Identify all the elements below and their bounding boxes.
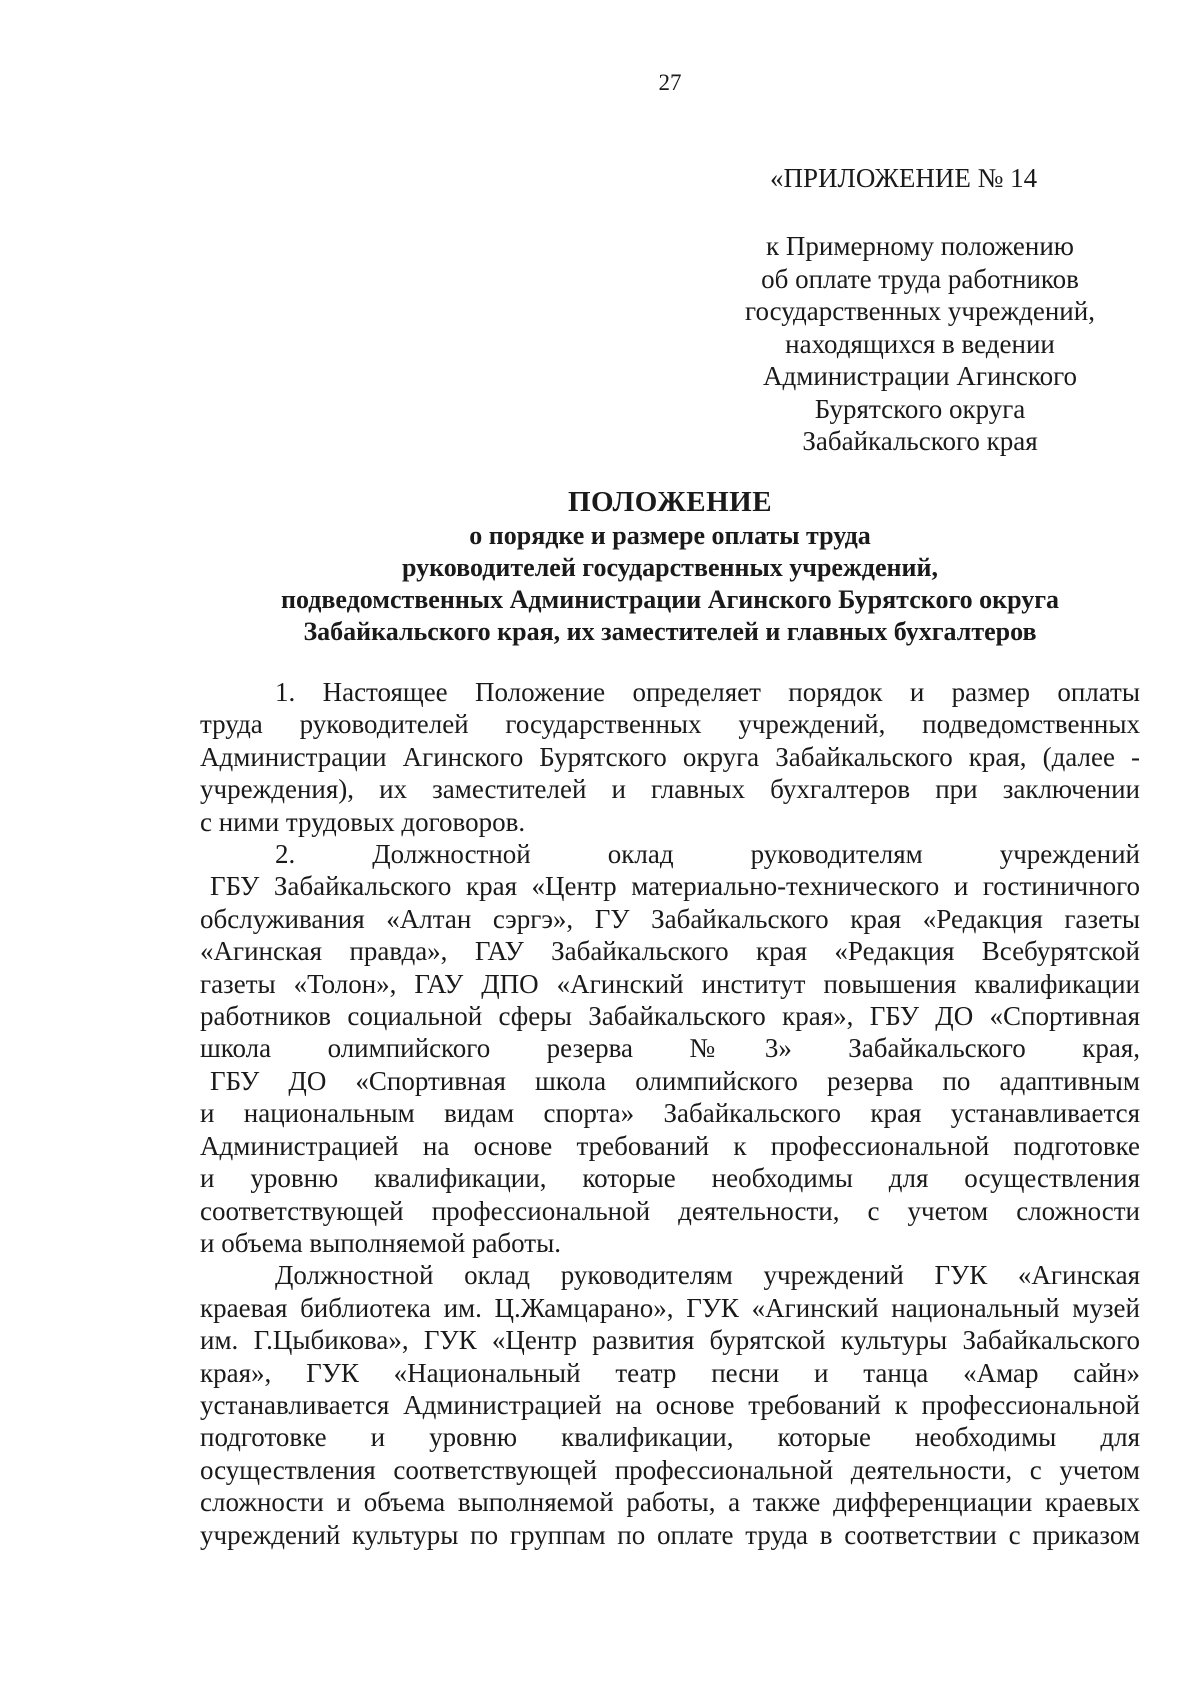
paragraph-line: края», ГУК «Национальный театр песни и танца «Амар сайн» [200, 1357, 1140, 1388]
appendix-subtitle-line: находящихся в ведении [785, 328, 1055, 359]
appendix-subtitle-line: к Примерному положению [766, 231, 1074, 261]
document-heading [200, 484, 1140, 648]
paragraph-line: сложности и объема выполняемой работы, а также дифференциации краевых [200, 1487, 1140, 1518]
paragraph-line: и уровню квалификации, которые необходимы для осуществления [200, 1163, 1140, 1194]
appendix-subtitle-line: Забайкальского края [802, 426, 1038, 456]
paragraph-line: учреждения), их заместителей и главных бухгалтеров при заключении [200, 774, 1140, 805]
appendix-subtitle-line: Бурятского округа [814, 393, 1026, 424]
paragraph-line: Должностной оклад руководителям учреждений ГУК «Агинская [275, 1260, 1140, 1291]
page-number: 27 [658, 70, 682, 95]
appendix-subtitle [720, 230, 1120, 458]
paragraph-line: газеты «Толон», ГАУ ДПО «Агинский институт повышения квалификации [200, 968, 1140, 999]
paragraph-line: краевая библиотека им. Ц.Жамцарано», ГУК «Агинский национальный музей [200, 1292, 1140, 1323]
paragraph-line: им. Г.Цыбикова», ГУК «Центр развития бурятской культуры Забайкальского [200, 1325, 1140, 1356]
paragraph-line: 2. Должностной оклад руководителям учреждений [275, 839, 1140, 870]
paragraph-line: с ними трудовых договоров. [200, 806, 526, 837]
paragraph-line: ГБУ Забайкальского края «Центр материально-технического и гостиничного [210, 871, 1140, 902]
document-subtitle-line: о порядке и размере оплаты труда [469, 521, 871, 550]
paragraph-line: работников социальной сферы Забайкальского края», ГБУ ДО «Спортивная [200, 1001, 1140, 1032]
document-subtitle-line: руководителей государственных учреждений, [402, 553, 938, 582]
appendix-subtitle-line: государственных учреждений, [745, 296, 1095, 326]
document-title: ПОЛОЖЕНИЕ [567, 486, 773, 518]
document-subtitle-line: подведомственных Администрации Агинского Бурятского округа [280, 585, 1060, 614]
paragraph-line: 1. Настоящее Положение определяет порядок и размер оплаты [275, 677, 1140, 707]
paragraph-line: и объема выполняемой работы. [200, 1227, 561, 1258]
appendix-title: «ПРИЛОЖЕНИЕ № 14 [770, 163, 1038, 193]
paragraph-line: «Агинская правда», ГАУ Забайкальского края «Редакция Всебурятской [200, 936, 1140, 967]
paragraph-line: подготовке и уровню квалификации, которые необходимы для [200, 1422, 1140, 1453]
paragraph-line: учреждений культуры по группам по оплате труда в соответствии с приказом [200, 1519, 1140, 1550]
paragraph-line: соответствующей профессиональной деятельности, с учетом сложности [200, 1195, 1140, 1226]
paragraph-line: школа олимпийского резерва №3» Забайкальского края, [200, 1033, 1140, 1064]
paragraph-line: ГБУ ДО «Спортивная школа олимпийского резерва по адаптивным [210, 1065, 1140, 1096]
appendix-subtitle-line: об оплате труда работников [761, 263, 1079, 294]
paragraph-line: осуществления соответствующей профессиональной деятельности, с учетом [200, 1454, 1140, 1485]
paragraph-line: Администрации Агинского Бурятского округа Забайкальского края, (далее - [200, 741, 1140, 772]
paragraph-line: труда руководителей государственных учреждений, подведомственных [200, 709, 1140, 740]
document-subtitle-line: Забайкальского края, их заместителей и главных бухгалтеров [303, 617, 1037, 646]
appendix-subtitle-line: Администрации Агинского [763, 361, 1077, 391]
paragraph-line: устанавливается Администрацией на основе требований к профессиональной [200, 1389, 1140, 1420]
paragraph-line: и национальным видам спорта» Забайкальского края устанавливается [200, 1098, 1140, 1129]
document-body [200, 676, 1140, 1551]
paragraph-line: Администрацией на основе требований к профессиональной подготовке [200, 1130, 1140, 1161]
paragraph-line: обслуживания «Алтан сэргэ», ГУ Забайкальского края «Редакция газеты [200, 903, 1140, 934]
